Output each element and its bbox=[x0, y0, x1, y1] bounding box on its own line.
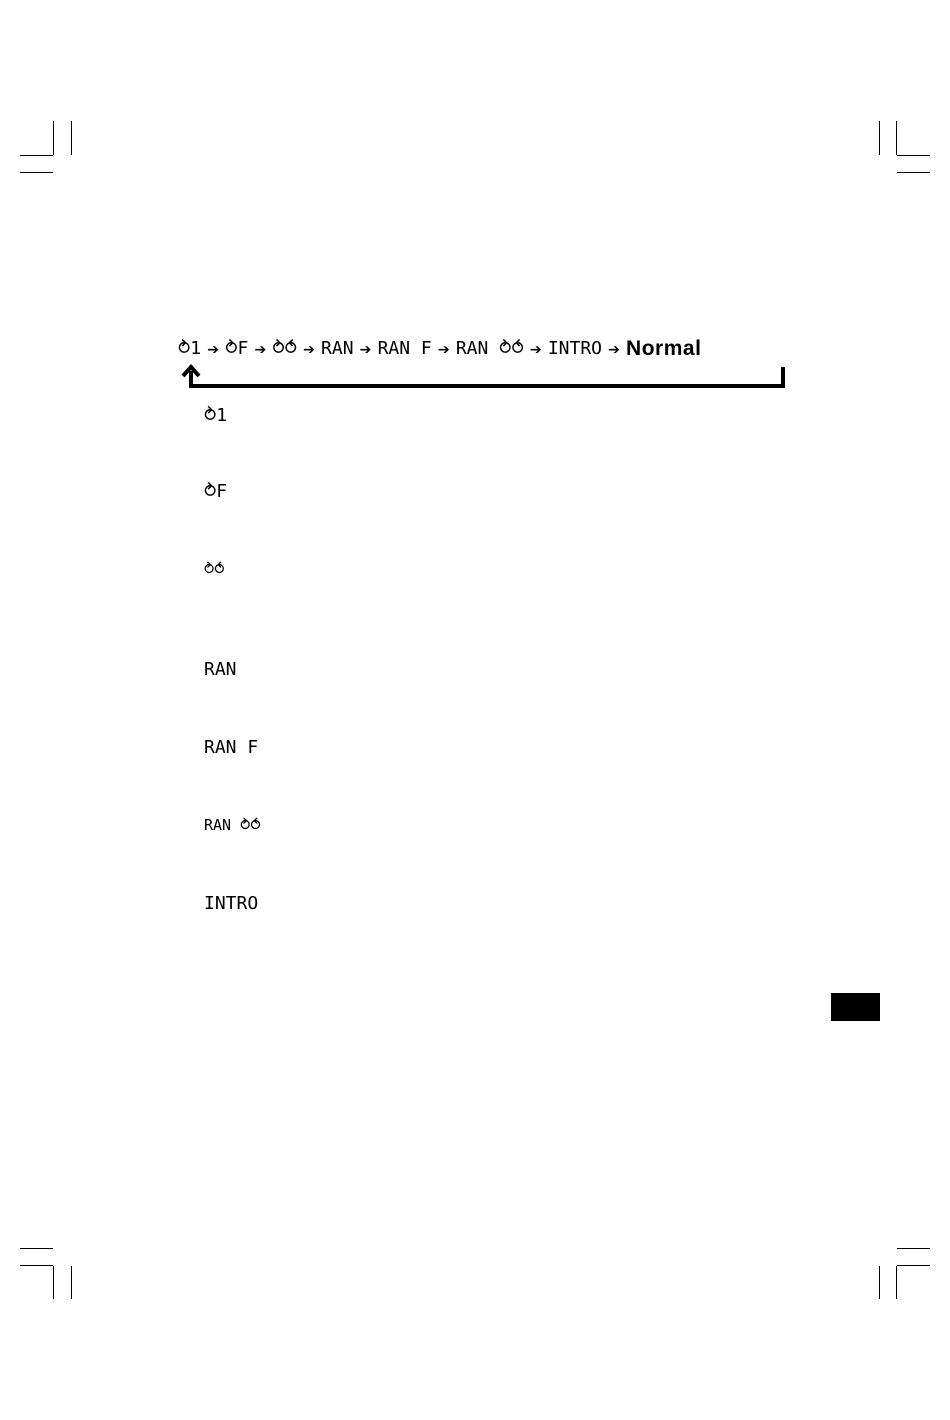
crop-mark-top-left-h bbox=[20, 155, 53, 156]
mode-step: ⥁1 bbox=[178, 338, 202, 359]
arrow-right-icon: ➔ bbox=[437, 337, 450, 361]
mode-step: RAN F bbox=[377, 338, 432, 359]
crop-mark-top-right-v2 bbox=[896, 121, 897, 155]
mode-label-repeat-folder: ⥁F bbox=[204, 481, 228, 502]
arrow-right-icon: ➔ bbox=[529, 337, 542, 361]
crop-mark-bottom-left-v2 bbox=[71, 1266, 72, 1299]
mode-label-repeat-all: ⥁⥀ bbox=[204, 560, 225, 578]
arrow-right-icon: ➔ bbox=[359, 337, 372, 361]
mode-label-intro: INTRO bbox=[204, 893, 259, 914]
mode-label-random-repeat-all: RAN ⥁⥀ bbox=[204, 816, 261, 834]
mode-step: RAN bbox=[321, 338, 354, 359]
section-tab-marker bbox=[831, 993, 880, 1021]
mode-label-random: RAN bbox=[204, 659, 237, 680]
mode-step: ⥁⥀ bbox=[272, 338, 297, 359]
crop-mark-bottom-right-v bbox=[879, 1266, 880, 1299]
arrow-right-icon: ➔ bbox=[254, 337, 267, 361]
crop-mark-bottom-left-v bbox=[53, 1266, 54, 1299]
arrow-right-icon: ➔ bbox=[302, 337, 316, 361]
crop-mark-bottom-left-h bbox=[20, 1248, 53, 1249]
crop-mark-top-left-v bbox=[53, 121, 54, 155]
mode-sequence bbox=[178, 338, 701, 360]
crop-mark-bottom-left-h2 bbox=[20, 1265, 53, 1266]
mode-step: INTRO bbox=[547, 338, 602, 359]
crop-mark-top-left-h2 bbox=[20, 172, 53, 173]
arrow-right-icon: ➔ bbox=[608, 337, 621, 361]
crop-mark-top-right-v bbox=[879, 121, 880, 155]
crop-mark-bottom-right-v2 bbox=[896, 1266, 897, 1299]
mode-label-repeat-one: ⥁1 bbox=[204, 405, 228, 426]
crop-mark-bottom-right-h2 bbox=[897, 1265, 930, 1266]
mode-step: ⥁F bbox=[225, 338, 249, 359]
crop-mark-top-left-v2 bbox=[71, 121, 72, 155]
crop-mark-top-right-h2 bbox=[897, 172, 930, 173]
arrow-right-icon: ➔ bbox=[207, 337, 220, 361]
crop-mark-bottom-right-h bbox=[897, 1248, 930, 1249]
crop-mark-top-right-h bbox=[897, 155, 930, 156]
mode-label-random-folder: RAN F bbox=[204, 737, 259, 758]
loop-return-arrow-icon bbox=[180, 362, 790, 392]
mode-step: RAN ⥁⥀ bbox=[455, 338, 524, 359]
mode-step-normal: Normal bbox=[626, 337, 702, 360]
